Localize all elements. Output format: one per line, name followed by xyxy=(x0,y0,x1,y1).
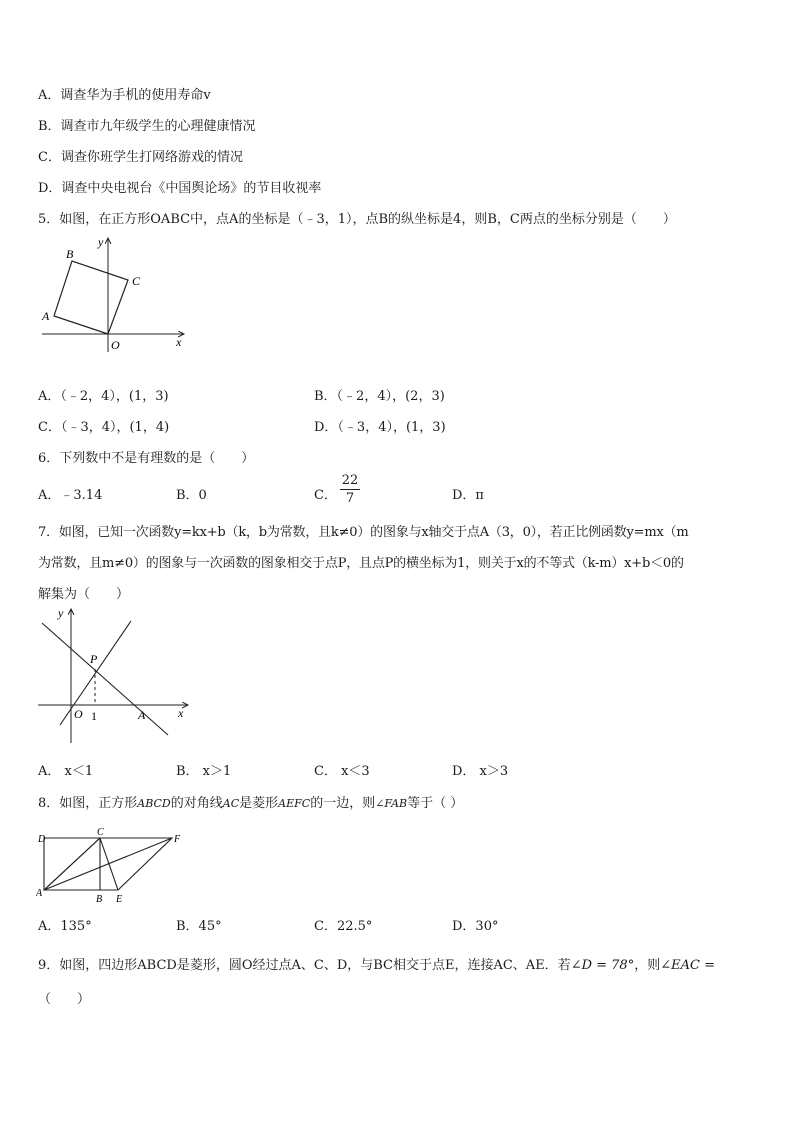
q8-line-ce xyxy=(100,838,118,890)
q4-option-d: D．调查中央电视台《中国舆论场》的节目收视率 xyxy=(38,181,322,196)
q5-figure xyxy=(38,230,188,354)
q4-option-a: A．调查华为手机的使用寿命v xyxy=(38,88,211,103)
q7-stem-line3: 解集为（ ） xyxy=(38,587,130,602)
q7-option-a: A． x＜1 xyxy=(38,764,94,779)
q6-option-a: A．﹣3.14 xyxy=(38,488,103,503)
q8-option-c: C．22.5° xyxy=(314,919,373,934)
q8-label-e: E xyxy=(116,894,123,905)
q7-line-kx-b xyxy=(42,623,168,735)
q8-label-d: D xyxy=(38,834,46,845)
q4-option-c: C．调查你班学生打网络游戏的情况 xyxy=(38,150,243,165)
q7-label-o: O xyxy=(74,707,83,721)
q5-option-a: A．（﹣2，4），(1，3) xyxy=(38,389,169,404)
q6-fraction-denominator: 7 xyxy=(345,491,355,506)
q8-label-a: A xyxy=(36,888,43,899)
q8-text-e: 等于（ ） xyxy=(407,796,464,811)
q7-label-p: P xyxy=(90,652,98,666)
q8-diagonal-af xyxy=(44,838,172,890)
q6-stem: 6．下列数中不是有理数的是（ ） xyxy=(38,451,255,466)
q8-option-d: D．30° xyxy=(452,919,499,934)
q5-label-a: A xyxy=(42,309,50,323)
q8-sym-ac: AC xyxy=(222,797,240,810)
q7-figure xyxy=(36,603,196,745)
q4-option-b: B．调查市九年级学生的心理健康情况 xyxy=(38,119,256,134)
q6-option-b: B．0 xyxy=(176,488,207,503)
q5-label-b: B xyxy=(66,247,74,261)
q7-option-b: B． x＞1 xyxy=(176,764,232,779)
q7-stem-line1: 7．如图，已知一次函数y=kx+b（k，b为常数，且k≠0）的图象与x轴交于点A（3，0），若正比例函数y=mx（m xyxy=(38,525,689,540)
q9-stem-line1 xyxy=(38,954,715,973)
q9-stem-line2: （ ） xyxy=(38,992,91,1007)
q5-square xyxy=(54,261,128,334)
q8-sym-fab: ∠FAB xyxy=(375,797,408,810)
q6-fraction-numerator: 22 xyxy=(341,473,359,488)
q9-sym-angle-d: ∠D = 78° xyxy=(570,958,635,973)
q7-option-c: C． x＜3 xyxy=(314,764,370,779)
q8-option-b: B．45° xyxy=(176,919,222,934)
q8-text-b: 的对角线 xyxy=(170,796,223,811)
q5-label-c: C xyxy=(132,274,141,288)
q7-label-one: 1 xyxy=(91,709,97,723)
q6-option-c xyxy=(314,484,337,503)
q5-label-o: O xyxy=(111,338,120,352)
q9-sym-angle-eac: ∠EAC = xyxy=(660,958,715,973)
q8-option-a: A．135° xyxy=(38,919,92,934)
q5-option-c: C．（﹣3，4），(1，4) xyxy=(38,420,170,435)
q8-diagonal-ac xyxy=(44,838,100,890)
q9-text-b: ，则 xyxy=(634,958,661,973)
q7-label-x: x xyxy=(178,706,184,720)
q6-option-c-prefix: C． xyxy=(314,488,337,503)
q5-stem: 5．如图，在正方形OABC中，点A的坐标是（﹣3，1），点B的纵坐标是4，则B，C两点的坐标分别是（ ） xyxy=(38,212,676,227)
q7-label-y: y xyxy=(58,606,64,620)
q8-sym-abcd: ABCD xyxy=(137,797,171,810)
q8-text-a: 8．如图，正方形 xyxy=(38,796,138,811)
q9-text-a: 9．如图，四边形ABCD是菱形，圆O经过点A、C、D，与BC相交于点E，连接AC、AE．若 xyxy=(38,958,571,973)
q7-option-d: D． x＞3 xyxy=(452,764,509,779)
q5-label-y: y xyxy=(98,235,104,249)
q8-stem xyxy=(38,792,463,811)
q8-label-b: B xyxy=(96,894,103,905)
q8-label-c: C xyxy=(97,827,104,838)
q7-stem-line2: 为常数，且m≠0）的图象与一次函数的图象相交于点P，且点P的横坐标为1，则关于x的不等式（k-m）x+b＜0的 xyxy=(38,556,684,571)
q5-option-d: D．（﹣3，4），(1，3) xyxy=(314,420,446,435)
q7-label-a: A xyxy=(138,708,146,722)
q6-option-d: D．π xyxy=(452,488,484,503)
q8-label-f: F xyxy=(174,834,181,845)
q5-option-b: B．（﹣2，4），(2，3) xyxy=(314,389,445,404)
q5-label-x: x xyxy=(176,335,182,349)
q8-text-d: 的一边，则 xyxy=(310,796,376,811)
q8-sym-aefc: AEFC xyxy=(278,797,311,810)
q8-text-c: 是菱形 xyxy=(239,796,279,811)
q8-figure xyxy=(36,826,196,906)
q6-option-c-fraction xyxy=(340,473,360,506)
